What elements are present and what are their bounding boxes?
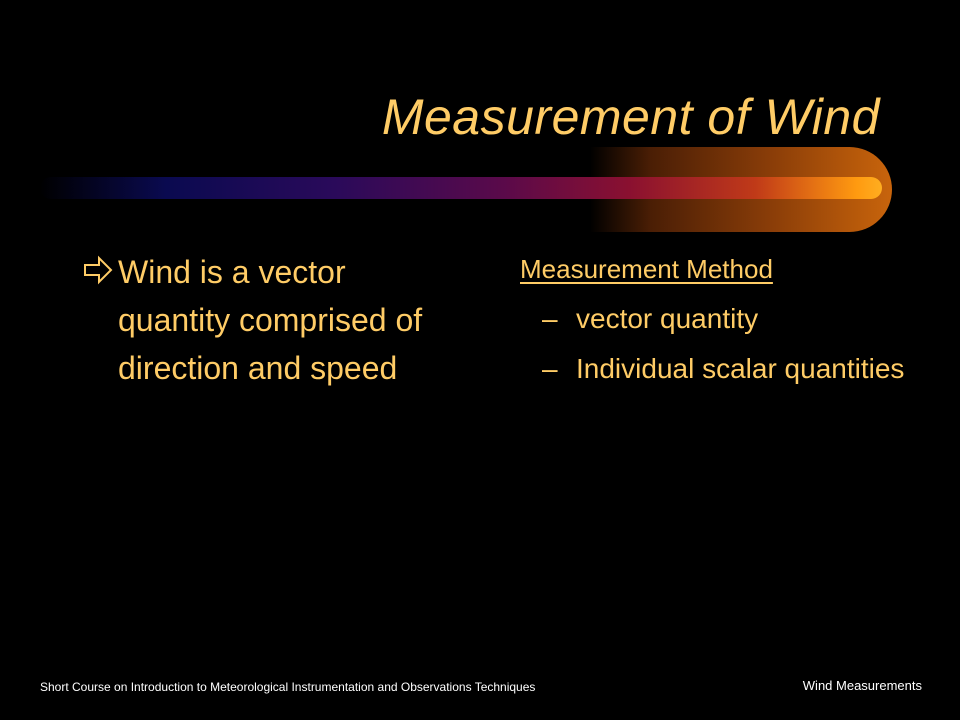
footer-course-title: Short Course on Introduction to Meteorological Instrumentation and Observations Techniques [40, 680, 536, 694]
slide-title: Measurement of Wind [381, 89, 880, 145]
footer-section-title: Wind Measurements [802, 678, 922, 693]
title-accent-bar [40, 177, 882, 199]
dash-marker: – [542, 303, 558, 334]
method-heading: Measurement Method [520, 254, 773, 284]
sub-item [520, 352, 920, 386]
left-column [82, 248, 462, 392]
sub-item-text: Individual scalar quantities [576, 353, 905, 384]
bullet-text: Wind is a vector quantity comprised of direction and speed [118, 254, 423, 386]
hollow-right-arrow-icon [82, 250, 114, 290]
dash-marker: – [542, 353, 558, 384]
sub-item [520, 302, 920, 336]
right-column [520, 252, 920, 386]
sub-item-text: vector quantity [576, 303, 759, 334]
